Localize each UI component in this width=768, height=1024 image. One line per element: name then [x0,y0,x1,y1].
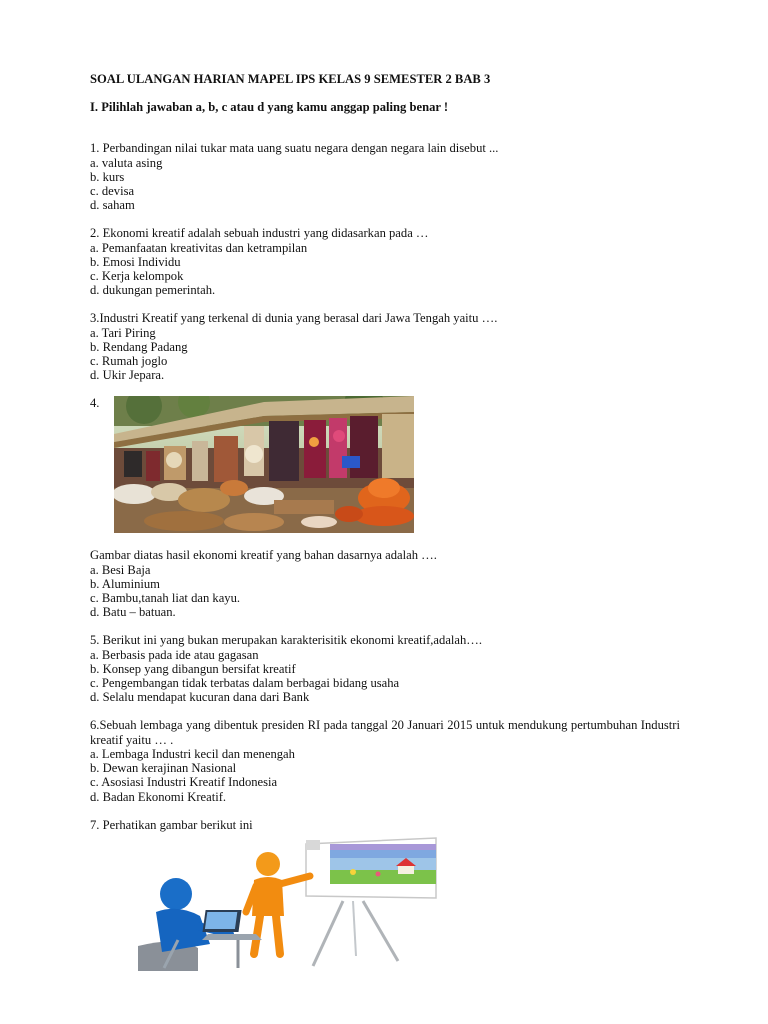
craft-market-photo [114,396,414,533]
option-b: b. Konsep yang dibangun bersifat kreatif [90,661,296,676]
option-d: d. saham [90,198,135,213]
option-d: d. Selalu mendapat kucuran dana dari Bank [90,690,310,705]
document-title: SOAL ULANGAN HARIAN MAPEL IPS KELAS 9 SEMESTER 2 BAB 3 [90,72,491,86]
document-page [90,72,680,974]
option-d: d. Ukir Jepara. [90,368,165,383]
question-4-figure [90,396,680,536]
option-b: b. Aluminium [90,576,160,591]
option-a: a. Besi Baja [90,562,151,577]
question-text: 3.Industri Kreatif yang terkenal di dunia yang berasal dari Jawa Tengah yaitu …. [90,311,498,326]
option-a: a. Pemanfaatan kreativitas dan ketrampilan [90,240,308,255]
option-b: b. Emosi Individu [90,254,181,269]
question-4 [90,548,680,619]
presentation-illustration [138,836,448,971]
option-a: a. Lembaga Industri kecil dan menengah [90,746,295,761]
question-number: 4. [90,396,100,411]
option-c: c. devisa [90,184,135,199]
option-c: c. Pengembangan tidak terbatas dalam berbagai bidang usaha [90,676,400,691]
question-text: 6.Sebuah lembaga yang dibentuk presiden RI pada tanggal 20 Januari 2015 untuk mendukung pertumbuhan Industri kreatif yaitu … . [90,718,680,747]
option-d: d. dukungan pemerintah. [90,283,216,298]
instruction-text: I. Pilihlah jawaban a, b, c atau d yang kamu anggap paling benar ! [90,100,449,115]
blue-seated-figure [138,878,262,971]
question-text: 1. Perbandingan nilai tukar mata uang suatu negara dengan negara lain disebut ... [90,141,499,156]
option-c: c. Rumah joglo [90,354,168,369]
question-2 [90,226,680,297]
question-text: Gambar diatas hasil ekonomi kreatif yang bahan dasarnya adalah …. [90,548,437,563]
option-a: a. Tari Piring [90,325,156,340]
easel-board [306,838,436,966]
question-text: 2. Ekonomi kreatif adalah sebuah industri yang didasarkan pada … [90,226,429,241]
option-d: d. Badan Ekonomi Kreatif. [90,789,227,804]
option-b: b. kurs [90,169,125,184]
question-5 [90,633,680,704]
question-3 [90,311,680,382]
question-text: 5. Berikut ini yang bukan merupakan karakterisitik ekonomi kreatif,adalah…. [90,633,483,648]
question-text: 7. Perhatikan gambar berikut ini [90,817,253,832]
option-c: c. Asosiasi Industri Kreatif Indonesia [90,775,278,790]
option-c: c. Kerja kelompok [90,269,184,284]
option-c: c. Bambu,tanah liat dan kayu. [90,591,241,606]
option-b: b. Rendang Padang [90,339,188,354]
option-a: a. Berbasis pada ide atau gagasan [90,647,259,662]
option-b: b. Dewan kerajinan Nasional [90,761,237,776]
question-7 [90,818,680,832]
option-a: a. valuta asing [90,155,163,170]
option-d: d. Batu – batuan. [90,605,176,620]
question-1 [90,141,680,212]
question-6 [90,718,680,803]
